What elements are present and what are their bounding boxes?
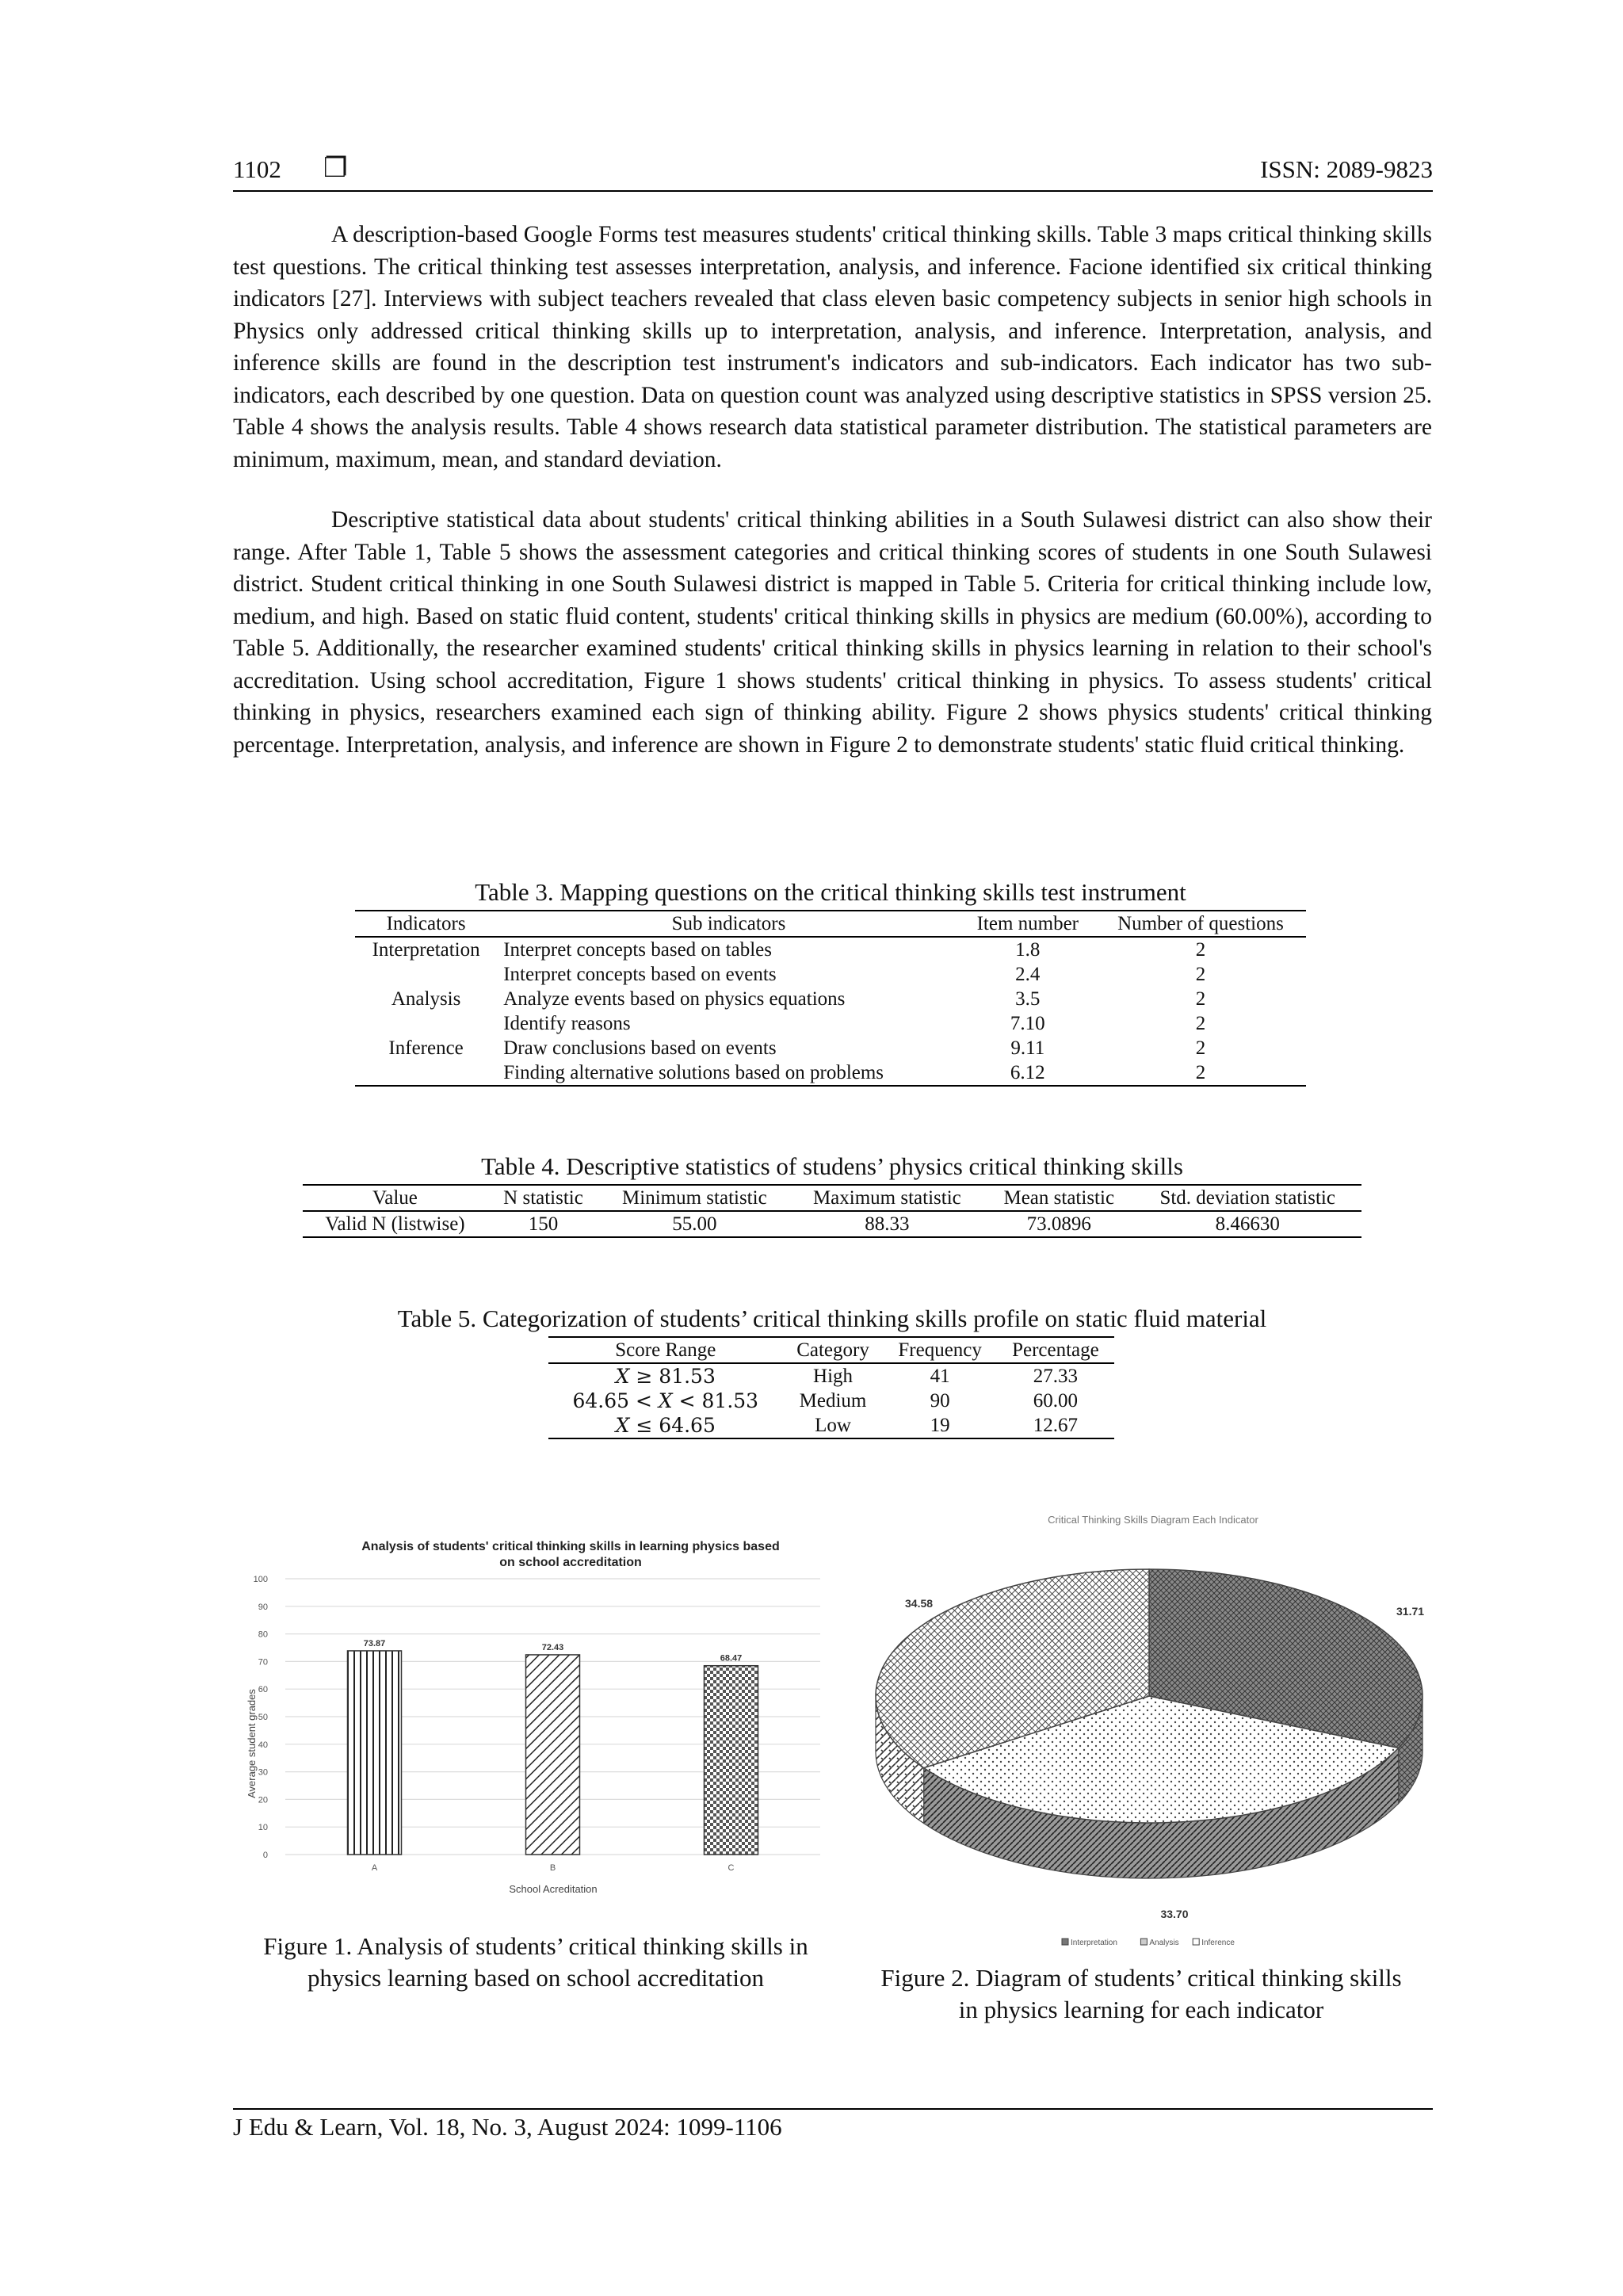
footer-rule <box>233 2108 1433 2110</box>
figure2-pie-chart <box>864 1506 1442 1950</box>
table-cell: 41 <box>930 1366 950 1387</box>
table-row <box>355 1060 1306 1086</box>
table4-header: Std. deviation statistic <box>1159 1187 1335 1209</box>
table-cell: Interpret concepts based on tables <box>503 939 772 961</box>
table-cell: High <box>813 1366 854 1387</box>
table3-header: Indicators <box>386 913 466 934</box>
table-cell: 𝑋 ≤ 64.65 <box>615 1414 716 1437</box>
fig1-bar <box>526 1655 580 1855</box>
table-cell: Draw conclusions based on events <box>503 1037 777 1059</box>
table-cell: 2 <box>1195 1062 1206 1083</box>
fig2-legend-label: Interpretation <box>1071 1939 1117 1947</box>
fig2-legend-swatch <box>1062 1939 1068 1945</box>
table-cell: Interpret concepts based on events <box>503 964 777 985</box>
table4-header: Mean statistic <box>1003 1187 1115 1209</box>
fig1-ylabel: Average student grades <box>246 1689 258 1798</box>
table-cell: 12.67 <box>1033 1415 1079 1436</box>
table-cell: 2.4 <box>1015 964 1041 985</box>
fig1-ytick-label: 70 <box>258 1657 268 1668</box>
table5-header: Score Range <box>615 1339 716 1361</box>
fig1-ytick-label: 10 <box>258 1823 268 1833</box>
table-row <box>355 962 1306 987</box>
box-symbol-icon: ❐ <box>323 152 348 184</box>
fig2-legend-label: Inference <box>1201 1939 1235 1947</box>
footer-citation: J Edu & Learn, Vol. 18, No. 3, August 2024: 1099-1106 <box>233 2113 782 2141</box>
fig1-ytick-label: 50 <box>258 1713 268 1722</box>
table-cell: 6.12 <box>1010 1062 1045 1083</box>
fig1-ytick-label: 40 <box>258 1740 268 1750</box>
table-row <box>548 1363 1114 1389</box>
fig1-ytick-label: 0 <box>262 1851 268 1860</box>
table-cell: 60.00 <box>1033 1390 1079 1412</box>
fig1-ytick-label: 30 <box>258 1767 268 1778</box>
fig1-xlabel: School Acreditation <box>509 1883 598 1895</box>
header-rule <box>233 190 1433 192</box>
table-cell <box>355 1011 497 1036</box>
table3-header: Number of questions <box>1117 913 1284 934</box>
figure2-caption: Figure 2. Diagram of students’ critical thinking skills in physics learning for each indicator <box>880 1964 1402 2023</box>
table4-caption: Table 4. Descriptive statistics of studens’ physics critical thinking skills <box>481 1152 1183 1180</box>
figure1-bar-chart <box>238 1522 840 1902</box>
table5-header: Category <box>796 1339 869 1361</box>
table5 <box>548 1336 1114 1439</box>
fig2-data-label: 34.58 <box>905 1597 934 1610</box>
table-cell: 19 <box>930 1415 950 1436</box>
fig2-legend-swatch <box>1140 1939 1147 1945</box>
issn: ISSN: 2089-9823 <box>1260 155 1433 183</box>
table-cell: Inference <box>388 1037 464 1059</box>
fig1-ytick-label: 60 <box>258 1685 268 1695</box>
fig1-xtick-label: B <box>549 1863 556 1873</box>
table-cell: 90 <box>930 1390 950 1412</box>
fig1-ytick-label: 20 <box>258 1795 268 1805</box>
table4 <box>303 1184 1361 1238</box>
paragraph-1: A description-based Google Forms test measures students' critical thinking skills. Table 3 maps critical thinking skills test questions. The critical thinking test assesses interpretation, analysis, and inference. Facione identified six critical thinking indicators [27]. Interviews with subject teachers revealed that class eleven basic competency subjects in senior high schools in Physics only addressed critical thinking skills up to interpretation, analysis, and inference. Interpretation, analysis, and inference skills are found in the description test instrument's indicators and sub-indicators. Each indicator has two sub-indicators, each described by one question. Data on question count was analyzed using descriptive statistics in SPSS version 25. Table 4 shows the analysis results. Table 4 shows research data statistical parameter distribution. The statistical parameters are minimum, maximum, mean, and standard deviation. <box>233 222 1432 472</box>
fig2-legend-swatch <box>1193 1939 1199 1945</box>
figure1-caption: Figure 1. Analysis of students’ critical thinking skills in physics learning based on school accreditation <box>263 1932 808 1992</box>
fig1-bar <box>348 1651 402 1855</box>
fig1-xtick-label: C <box>727 1863 735 1873</box>
fig1-title-line1: Analysis of students' critical thinking skills in learning physics based <box>361 1540 780 1553</box>
table-cell: 2 <box>1195 939 1206 961</box>
table5-caption: Table 5. Categorization of students’ critical thinking skills profile on static fluid material <box>397 1305 1267 1332</box>
table-cell: Analyze events based on physics equations <box>503 988 846 1010</box>
table-cell: 7.10 <box>1010 1013 1045 1034</box>
table-row <box>548 1413 1114 1438</box>
table4-header: Value <box>372 1187 418 1209</box>
table-cell: 88.33 <box>865 1213 910 1235</box>
fig1-ytick-label: 90 <box>258 1602 268 1612</box>
fig1-data-label: 72.43 <box>541 1642 564 1652</box>
fig2-data-label: 31.71 <box>1396 1605 1425 1618</box>
fig1-data-label: 73.87 <box>363 1638 386 1648</box>
table-cell <box>355 962 497 987</box>
table-cell: Valid N (listwise) <box>325 1213 465 1235</box>
table-cell: 64.65 < 𝑋 < 81.53 <box>572 1389 759 1412</box>
table-cell: 9.11 <box>1010 1037 1045 1059</box>
table-cell: 55.00 <box>672 1213 717 1235</box>
table5-header: Frequency <box>898 1339 982 1361</box>
table-row <box>355 1011 1306 1036</box>
page-number: 1102 <box>233 155 281 183</box>
fig2-legend-label: Analysis <box>1149 1939 1179 1947</box>
table-cell: 150 <box>528 1213 559 1235</box>
table-cell: 3.5 <box>1015 988 1041 1010</box>
table-cell: 73.0896 <box>1026 1213 1091 1235</box>
table-row <box>548 1389 1114 1413</box>
fig1-ytick-label: 80 <box>258 1629 268 1640</box>
table-cell: 2 <box>1195 964 1206 985</box>
table3-header: Sub indicators <box>671 913 786 934</box>
table-cell: 𝑋 ≥ 81.53 <box>615 1365 716 1388</box>
table-row <box>355 1036 1306 1060</box>
table-cell: Interpretation <box>372 939 480 961</box>
table-cell: 8.46630 <box>1215 1213 1280 1235</box>
table4-header: N statistic <box>503 1187 583 1209</box>
table-cell: Medium <box>799 1390 867 1412</box>
fig1-title-line2: on school accreditation <box>499 1556 642 1569</box>
table-row <box>355 937 1306 962</box>
table-row <box>355 987 1306 1011</box>
table-cell: Analysis <box>391 988 461 1010</box>
table-cell: 27.33 <box>1033 1366 1079 1387</box>
fig2-title: Critical Thinking Skills Diagram Each Indicator <box>1048 1514 1258 1526</box>
table3 <box>355 910 1306 1087</box>
table-cell: 2 <box>1195 988 1206 1010</box>
table4-header: Maximum statistic <box>812 1187 961 1209</box>
fig1-data-label: 68.47 <box>720 1653 743 1664</box>
fig1-bar <box>705 1666 758 1855</box>
table-cell: 2 <box>1195 1037 1206 1059</box>
fig1-ytick-label: 100 <box>253 1575 268 1584</box>
table-row <box>303 1211 1361 1237</box>
table-cell <box>355 1060 497 1086</box>
table5-header: Percentage <box>1012 1339 1099 1361</box>
table-cell: 1.8 <box>1015 939 1041 961</box>
table-cell: Identify reasons <box>503 1013 631 1034</box>
table3-caption: Table 3. Mapping questions on the critical thinking skills test instrument <box>475 878 1186 906</box>
fig2-data-label: 33.70 <box>1160 1908 1189 1920</box>
fig1-xtick-label: A <box>371 1863 378 1873</box>
table-cell: Finding alternative solutions based on problems <box>503 1062 884 1083</box>
table4-header: Minimum statistic <box>622 1187 767 1209</box>
table-cell: 2 <box>1195 1013 1206 1034</box>
table-cell: Low <box>815 1415 851 1436</box>
table3-header: Item number <box>976 913 1079 934</box>
paragraph-2: Descriptive statistical data about students' critical thinking abilities in a South Sulawesi district can also show their range. After Table 1, Table 5 shows the assessment categories and critical thinking scores of students in one South Sulawesi district. Student critical thinking in one South Sulawesi district is mapped in Table 5. Criteria for critical thinking include low, medium, and high. Based on static fluid content, students' critical thinking skills in physics are medium (60.00%), according to Table 5. Additionally, the researcher examined students' critical thinking skills in physics learning in relation to their school's accreditation. Using school accreditation, Figure 1 shows students' critical thinking in physics. To assess students' critical thinking in physics, researchers examined each sign of thinking ability. Figure 2 shows physics students' critical thinking percentage. Interpretation, analysis, and inference are shown in Figure 2 to demonstrate students' static fluid critical thinking. <box>233 507 1432 758</box>
